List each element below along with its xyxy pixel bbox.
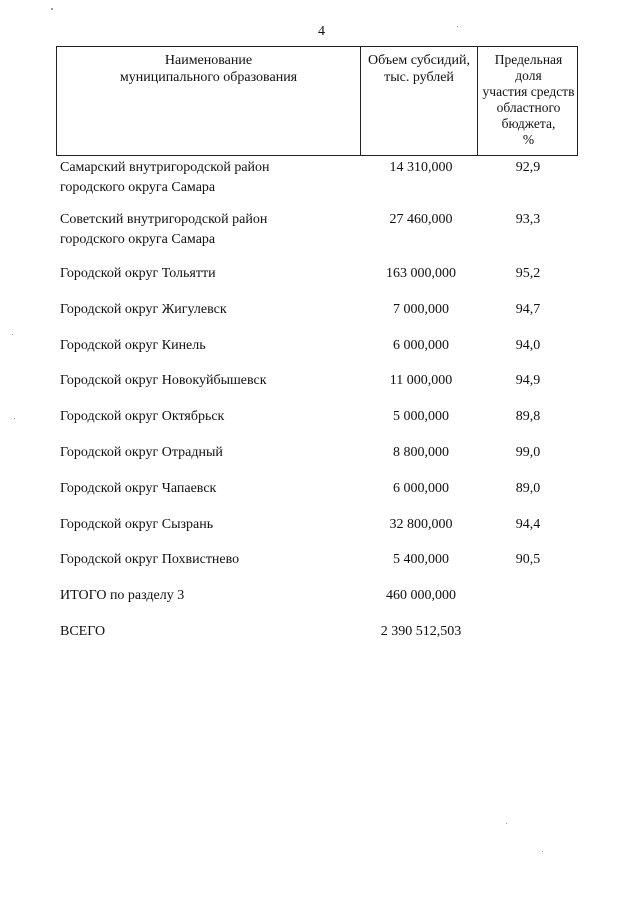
municipality-name-line: Городской округ Чапаевск [60, 481, 217, 496]
header-col-share-line: бюджета, [501, 116, 556, 131]
budget-share: 95,2 [515, 266, 541, 281]
subsidy-amount: 11 000,000 [389, 373, 453, 388]
scan-speck [51, 8, 53, 10]
municipality-name [60, 264, 360, 284]
header-col-subsidy [361, 47, 478, 155]
subsidy-amount: 27 460,000 [389, 212, 453, 227]
municipality-name-line: Городской округ Сызрань [60, 517, 214, 532]
municipality-name [60, 515, 360, 535]
header-col-share-line: % [522, 132, 535, 147]
header-col-share [478, 47, 579, 155]
total-amount: 460 000,000 [386, 588, 456, 603]
scan-speck [457, 26, 458, 27]
header-col-share-line: доля [515, 68, 542, 83]
subsidy-amount: 7 000,000 [393, 302, 449, 317]
budget-share: 94,9 [515, 373, 541, 388]
subsidy-amount: 163 000,000 [386, 266, 456, 281]
subsidy-amount: 6 000,000 [393, 338, 449, 353]
municipality-name-line: Советский внутригородской район [60, 212, 268, 227]
subsidy-amount: 5 000,000 [393, 409, 449, 424]
grand-total-label: ВСЕГО [60, 624, 106, 639]
header-col-subsidy-line: тыс. рублей [384, 70, 454, 85]
subsidy-amount: 8 800,000 [393, 445, 449, 460]
header-col-share-line: областного [496, 100, 561, 115]
budget-share: 90,5 [515, 552, 541, 567]
budget-share: 89,0 [515, 481, 541, 496]
municipality-name-line: Городской округ Тольятти [60, 266, 216, 281]
budget-share: 94,0 [515, 338, 541, 353]
municipality-name-line: Городской округ Октябрьск [60, 409, 225, 424]
subsidy-amount: 14 310,000 [389, 160, 453, 175]
municipality-name-line: Городской округ Жигулевск [60, 302, 227, 317]
header-col-municipality [57, 47, 361, 155]
scan-speck [506, 823, 507, 824]
subsidy-amount: 32 800,000 [389, 517, 453, 532]
municipality-name [60, 443, 360, 463]
municipality-name-line: городского округа Самара [60, 180, 216, 195]
header-col-subsidy-line: Объем субсидий, [368, 53, 470, 68]
table-header [56, 46, 578, 156]
budget-share: 93,3 [515, 212, 541, 227]
budget-share: 94,4 [515, 517, 541, 532]
municipality-name-line: городского округа Самара [60, 232, 216, 247]
municipality-name [60, 300, 360, 320]
municipality-name-line: Городской округ Новокуйбышевск [60, 373, 267, 388]
scan-speck [14, 418, 15, 419]
municipality-name-line: Городской округ Отрадный [60, 445, 223, 460]
municipality-name [60, 550, 360, 570]
grand-total-amount: 2 390 512,503 [380, 624, 462, 639]
scan-speck [542, 851, 543, 852]
header-col-municipality-line: Наименование [164, 53, 253, 68]
municipality-name-line: Городской округ Кинель [60, 338, 206, 353]
header-col-share-line: Предельная [494, 52, 563, 67]
budget-share: 99,0 [515, 445, 541, 460]
municipality-name [60, 371, 360, 391]
municipality-name-line: Самарский внутригородской район [60, 160, 270, 175]
header-col-municipality-line: муниципального образования [119, 70, 298, 85]
header-col-share-line: участия средств [482, 84, 575, 99]
municipality-name [60, 479, 360, 499]
budget-share: 92,9 [515, 160, 541, 175]
scan-speck [12, 334, 13, 335]
subsidy-amount: 6 000,000 [393, 481, 449, 496]
municipality-name [60, 407, 360, 427]
budget-share: 94,7 [515, 302, 541, 317]
municipality-name-line: Городской округ Похвистнево [60, 552, 240, 567]
municipality-name [60, 158, 360, 198]
total-label: ИТОГО по разделу 3 [60, 588, 185, 603]
budget-share: 89,8 [515, 409, 541, 424]
subsidy-amount: 5 400,000 [393, 552, 449, 567]
municipality-name [60, 210, 360, 250]
municipality-name [60, 336, 360, 356]
page-number: 4 [318, 24, 325, 39]
